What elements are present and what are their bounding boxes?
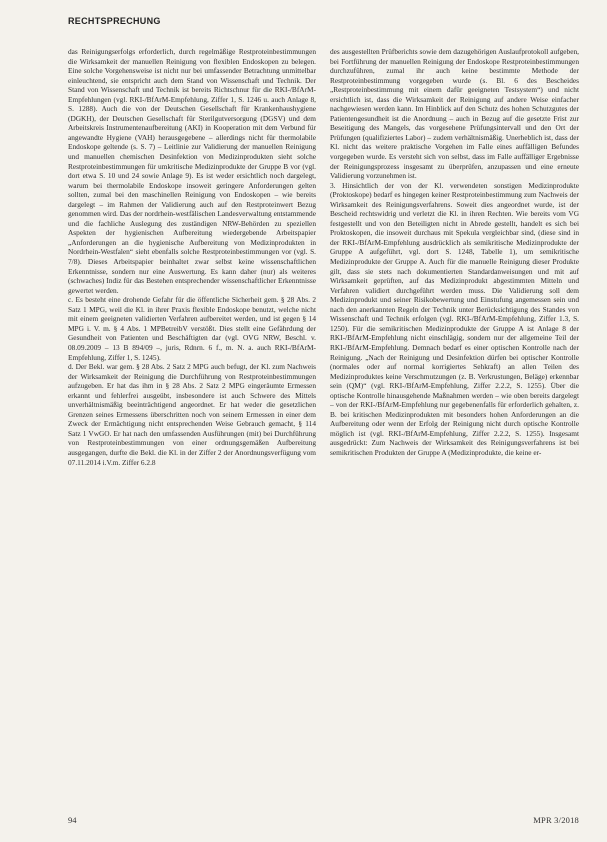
left-column	[68, 47, 316, 809]
paragraph: d. Der Bekl. war gem. § 28 Abs. 2 Satz 2 MPG auch befugt, der Kl. zum Nachweis der Wirksamkeit der Reinigung die Durchführung von Restproteinbestimmungen aufzugeben. Er hat das ihm in § 28 Abs. 2 Satz 2 MPG eingeräumte Ermessen erkannt und fehlerfrei ausgeübt, insbesondere ist auch Schwere des Mittels unverhältnismäßig beeinträchtigend angeordnet. Er hat weder die gesetzlichen Grenzen seines Ermessens überschritten noch von seinem Ermessen in einer dem Zweck der Ermächtigung nicht entsprechenden Weise Gebrauch gemacht, § 114 Satz 1 VwGO. Er hat nach den umfassenden Ausführungen (mit) bei Durchführung von Restproteinbestimmungen von einer ordnungsgemäßen Aufbereitung ausgegangen, durfte die Bekl. die Kl. in der Ziffer 2 der Anordnungsverfügung vom 07.11.2014 i.V.m. Ziffer 6.2.8	[68, 362, 316, 467]
page-number: 94	[68, 815, 77, 825]
section-label: RECHTSPRECHUNG	[68, 16, 161, 26]
journal-issue: MPR 3/2018	[533, 815, 579, 825]
paragraph: 3. Hinsichtlich der von der Kl. verwendeten sonstigen Medizinprodukte (Proktoskope) bedarf es hingegen keiner Restproteinbestimmung zum Nachweis der Wirksamkeit des Reinigungsverfahrens. Soweit dies angeordnet wurde, ist der Bescheid rechtswidrig und verletzt die Kl. in ihren Rechten. Wie bereits vom VG festgestellt und von den Beteiligten nicht in Abrede gestellt, handelt es sich bei Proktoskopen, die insoweit durchaus mit Spekula vergleichbar sind, (diese sind in der RKI-/BfArM-Empfehlung ausdrücklich als semikritische Medizinprodukte der Gruppe A aufgeführt, vgl. dort S. 1248, Tabelle 1), um semikritische Medizinprodukte der Gruppe A. Auch für die manuelle Reinigung dieser Produkte gilt, dass sie stets nach dokumentierten Standardanweisungen und mit auf Wirksamkeit geprüften, auf das Medizinprodukt abgestimmten Mitteln und Verfahren validiert durchgeführt werden muss. Die Validierung soll dem Medizinprodukt und seiner Risikobewertung und Einstufung angemessen sein und nach den anerkannten Regeln der Technik unter Berücksichtigung des Standes von Wissenschaft und Technik erfolgen (vgl. RKI-/BfArM-Empfehlung, Ziffer 1.3, S. 1250). Für die semikritischen Medizinprodukte der Gruppe A ist Anlage 8 der RKI-/BfArM-Empfehlung nicht einschlägig, sondern nur der allgemeine Teil der RKI-/BfArM-Empfehlung. Demnach bedarf es einer optischen Kontrolle nach der Reinigung. „Nach der Reinigung und Desinfektion dürfen bei optischer Kontrolle (normales oder auf normal korrigiertes Sehkraft) an allen Teilen des Medizinproduktes keine Verschmutzungen (z. B. Verkrustungen, Beläge) erkennbar sein (QM)“ (vgl. RKI-/BfArM-Empfehlung, Ziffer 2.2.2, S. 1255). Über die optische Kontrolle hinausgehende Maßnahmen werden – wie oben bereits dargelegt – von der RKI-/BfArM-Empfehlung nur gegebenenfalls für erforderlich gehalten, z. B. bei kritischen Medizinprodukten mit besonders hohen Anforderungen an die Aufbereitung oder wenn der Erfolg der Reinigung nicht durch optische Kontrolle möglich ist (vgl. RKI-/BfArM-Empfehlung, Ziffer 2.2.2, S. 1255). Insgesamt ausgedrückt: Zum Nachweis der Wirksamkeit des Reinigungsverfahrens ist bei semikritischen Produkten der Gruppe A (Medizinprodukte, die keine er-	[330, 180, 579, 457]
paragraph: c. Es besteht eine drohende Gefahr für die öffentliche Sicherheit gem. § 28 Abs. 2 Satz 1 MPG, weil die Kl. in ihrer Praxis flexible Endoskope benutzt, welche nicht mit einem geeigneten validierten Verfahren aufbereitet werden, und ist gegen § 14 MPG i. V. m. § 4 Abs. 1 MPBetreibV verstößt. Dies stellt eine Gefährdung der Gesundheit von Patienten und Beschäftigten dar (vgl. OVG NRW, Beschl. v. 08.09.2009 – 13 B 894/09 –, juris, Rdnrn. 6 f., m. N. a. auch RKI-/BfArM-Empfehlung, Ziffer 1, S. 1245).	[68, 295, 316, 362]
paragraph: des ausgestellten Prüfberichts sowie dem dazugehörigen Auslaufprotokoll aufgeben, bei Fortführung der manuellen Reinigung der Endoskope Restproteinbestimmungen durchzuführen, zumal ihr auch keine bestimmte Methode der Restproteinbestimmung vorgegeben wurde (s. Bl. 6 des Bescheides „Restproteinbestimmung mit einem dafür geeigneten Testsystem“) und nicht ersichtlich ist, dass die Wirksamkeit der Reinigung auf andere Weise einfacher nachgewiesen werden kann. Im Hinblick auf den Schutz des hohen Schutzgutes der Patientengesundheit ist die Anordnung – auch in Bezug auf die gesetzte Frist zur Beseitigung des Mangels, das vorgesehene Prüfungsintervall und den Ort der Prüfungen (qualifiziertes Labor) – zudem verhältnismäßig. Unerheblich ist, dass der Kl. nicht das weitere praktische Vorgehen im Falle eines auffälligen Befundes vorgegeben wurde. Es versteht sich von selbst, dass im Falle auffälliger Ergebnisse der Reinigungsprozess insgesamt zu überprüfen, anzupassen und eine erneute Validierung vorzunehmen ist.	[330, 47, 579, 181]
paragraph: das Reinigungserfolgs erforderlich, durch regelmäßige Restproteinbestimmungen die Wirksamkeit der manuellen Reinigung von flexiblen Endoskopen zu belegen. Eine solche Vorgehensweise ist nicht nur bei umfassender Betrachtung unmittelbar einleuchtend, sie entspricht auch dem Stand von Wissenschaft und Technik. Der Stand von Wissenschaft und Technik ist bereits Richtschnur für die RKI-/BfArM-Empfehlungen (vgl. RKI-/BfArM-Empfehlung, Ziffer 1, S. 1246 u. auch Anlage 8, S. 1288). Auch die von der Deutschen Gesellschaft für Krankenhaushygiene (DGKH), der Deutschen Gesellschaft für Sterilgutversorgung (DGSV) und dem Arbeitskreis Instrumentenaufbereitung (AKI) in Kooperation mit dem Verbund für angewandte Hygiene (VAH) herausgegebene – allerdings nicht für thermolabile Endoskope geltende (s. S. 7) – Leitlinie zur Validierung der manuellen Reinigung und manuellen chemischen Desinfektion von Medizinprodukten sieht solche Restproteinbestimmungen für umkritische Medizinprodukte der Gruppe B vor (vgl. dort etwa S. 10 und 24 sowie Anlage 9). Es ist weder ersichtlich noch dargelegt, warum bei thermolabile Endoskope insoweit geringere Anforderungen gelten sollten, zumal bei den maschinellen Reinigung von Endoskopen – wie bereits dargelegt – im Rahmen der Validierung auch auf den Restproteinwert Bezug genommen wird. Das der nordrhein-westfälischen Landesverwaltung entstammende und die fachliche Auslegung des zuständigen NRW-Behörden zu speziellen Aspekten der hygienischen Aufbereitung wiedergebende Arbeitspapier „Anforderungen an die hygienische Aufbereitung von Medizinprodukten in Nordrhein-Westfalen“ sieht ebenfalls solche Restproteinbestimmungen vor (vgl. S. 7/8). Dieses Arbeitspapier beinhaltet zwar selbst keine wissenschaftlichen Erkenntnisse, sondern nur eine Auswertung. Es kann daher (nur) als weiteres (schwaches) Indiz für das Bestehen entsprechender wissenschaftlicher Erkenntnisse gewertet werden.	[68, 47, 316, 295]
right-column	[330, 47, 579, 809]
